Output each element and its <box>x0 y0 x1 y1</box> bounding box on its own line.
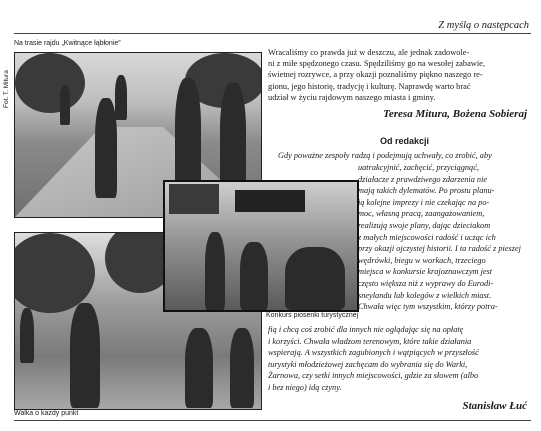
photo-spectator <box>20 308 34 363</box>
photo-top-caption: Na trasie rajdu „Kwitnące łąbłonie” <box>14 40 121 47</box>
photo-walker <box>95 98 117 198</box>
editorial-line: uatrakcyjnić, zachęcić, przyciągnąć, <box>358 163 479 172</box>
intro-line: ni z miłe spędzonego czasu. Spędziliśmy go na wesołej zabawie, <box>268 59 485 69</box>
intro-signature: Teresa Mitura, Bożena Sobieraj <box>383 108 527 120</box>
editorial-line: realizują swoje plany, dając dzieciakom <box>358 220 491 230</box>
photo-singer <box>205 232 225 310</box>
photo-participant <box>185 328 213 408</box>
editorial-wide-top <box>278 150 528 162</box>
intro-line: gionu, jego historię, tradycję i kulturę. Naprawdę warto brać <box>268 81 471 91</box>
photo-participant <box>70 303 100 408</box>
photo-walker <box>115 75 127 120</box>
editorial-line: Chwała więc tym wszystkim, którzy potra- <box>358 302 498 312</box>
photo-credit: Fot. T. Mitura <box>3 70 10 108</box>
editorial-line: wspierają. A wszystkich zagubionych i wątpiących w przyszłość <box>268 348 479 358</box>
photo-bottom-caption: Walka o każdy punkt <box>14 410 79 417</box>
editorial-line: fią i chcą coś zrobić dla innych nie oglądając się na opłatę <box>268 325 464 334</box>
editorial-line: z małych miejscowości radość i ucząc ich <box>358 232 496 242</box>
intro-line: świetnej rozrywce, a przy okazji poznaliśmy piękno naszego re- <box>268 70 483 80</box>
editorial-line: i korzyści. Chwała władzom terenowym, które takie działania <box>268 336 472 346</box>
editorial-line: działacze z prawdziwego zdarzenia nie <box>358 174 488 184</box>
photo-middle-caption: Konkurs piosenki turystycznej <box>266 312 359 319</box>
editorial-line: mają takich dylematów. Po prostu planu- <box>358 186 495 196</box>
editorial-line: turystyki młodzieżowej zachęcam do wybrania się do Warki, <box>268 359 468 369</box>
top-rule <box>14 33 531 34</box>
editorial-line: miejsca w konkursie krajoznawczym jest <box>358 267 493 277</box>
photo-walker <box>175 78 201 196</box>
editorial-line: ją kolejne imprezy i nie czekając na po- <box>358 197 490 207</box>
editorial-line: i bez niego) idą czyny. <box>268 382 342 392</box>
editorial-wide-bottom <box>268 324 528 394</box>
editorial-line: przy okazji ojczystej historii. I ta radość z pieszej <box>358 244 521 254</box>
editorial-line: Gdy poważne zespoły radzą i podejmują uchwały, co zrobić, aby <box>278 151 492 160</box>
section-title: Z myślą o następcach <box>438 20 529 31</box>
editorial-line: sneylandu lub kolegów z wielkich miast. <box>358 290 492 300</box>
photo-audience <box>240 242 268 310</box>
editorial-line: moc, własną pracą, zaangażowaniem, <box>358 209 485 219</box>
bottom-rule <box>14 420 531 421</box>
photo-building <box>169 184 219 214</box>
photo-song-contest <box>163 180 359 312</box>
photo-banner <box>235 190 305 212</box>
editorial-title: Od redakcji <box>380 136 430 146</box>
intro-line: udział w życiu rajdowym naszego miasta i gminy. <box>268 92 436 102</box>
photo-participant <box>230 328 254 408</box>
editorial-line: wędrówki, biegu w workach, trzeciego <box>358 255 486 265</box>
editorial-signature: Stanisław Łuć <box>462 400 527 412</box>
editorial-narrow-column <box>358 162 526 313</box>
photo-tree <box>15 53 85 113</box>
photo-tree <box>14 233 95 313</box>
editorial-line: Żarnowa, czy setki innych miejscowości, gdzie za słowem (albo <box>268 371 479 381</box>
editorial-line: często większa niż z wyprawy do Eurodi- <box>358 278 494 288</box>
intro-line: Wracaliśmy co prawda już w deszczu, ale jednak zadowole- <box>268 48 470 57</box>
photo-audience <box>285 247 345 310</box>
photo-walker <box>60 85 70 125</box>
intro-paragraph <box>268 47 526 103</box>
